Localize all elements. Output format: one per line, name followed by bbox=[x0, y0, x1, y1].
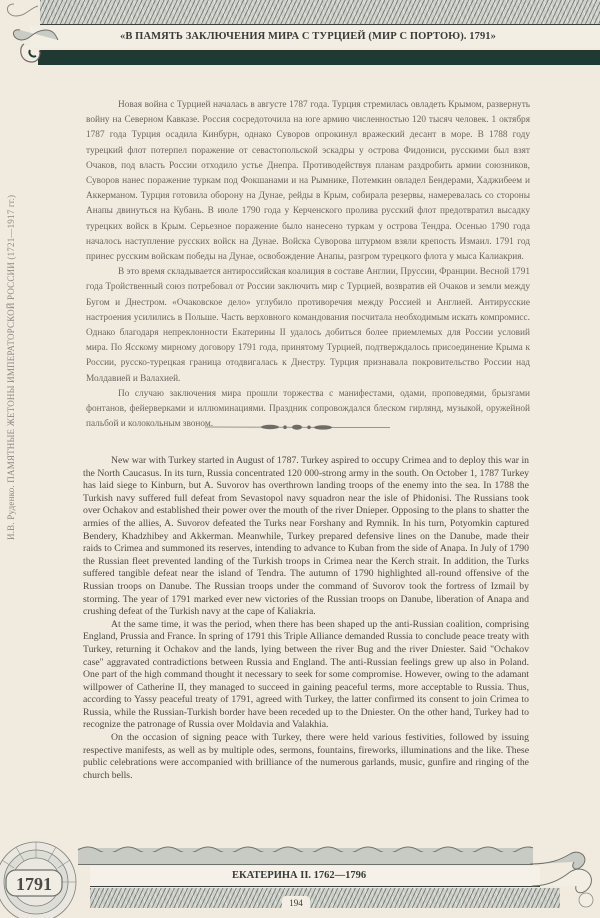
footer-wave-band bbox=[78, 848, 533, 865]
ru-paragraph: В это время складывается антироссийская коалиция в составе Англии, Пруссии, Франции. Весной 1791 года Тройственный союз потребовал от России заключить мир с Турцией, возвратив ей Очаков и земли между Бугом и Днестром. «Очаковское дело» углубило противоречия между Россией и Англией. Антирусские настроения усилились в Польше. Часть верховного командования посчитала необходимым искать компромисс. Однако благодаря непреклонности Екатерины II удалось добиться более приемлемых для России условий мира. По Ясскому мирному договору 1791 года, принятому Турцией, подтверждалось присоединение Крыма к России, русско-турецкая граница отодвигалась к Днестру. Турция признавала покровительство России над Молдавией и Валахией. bbox=[86, 267, 530, 384]
ru-paragraph: По случаю заключения мира прошли торжества с манифестами, одами, проповедями, брызгами фонтанов, фейерверками и иллюминациями. Праздник сопровождался блеском гирлянд, музыкой, оружейной пальбой и колокольным звоном. bbox=[86, 388, 530, 430]
page-number: 194 bbox=[282, 896, 310, 910]
right-scroll-ornament-icon bbox=[530, 850, 600, 908]
header-hatched-band bbox=[40, 0, 600, 25]
russian-text-block bbox=[86, 98, 530, 432]
footer-hatched-band bbox=[90, 888, 560, 908]
page-title: «В ПАМЯТЬ ЗАКЛЮЧЕНИЯ МИРА С ТУРЦИЕЙ (МИР С ПОРТОЮ). 1791» bbox=[120, 31, 496, 42]
en-paragraph: At the same time, it was the period, when there has been shaped up the anti-Russian coalition, comprising England, Prussia and France. In spring of 1791 this Triple Alliance demanded Russia to conclude peace treaty with Turkey, returning it Ochakov and the lands, lying between the river Bug and the river Dniester. Said "Ochakov case" aggravated contradictions between Russia and England. The anti-Russian feelings grew up also in Poland. One part of the high command thought it necessary to seek for some compromise. However, owing to the adamant willpower of Catherine II, they managed to succeed in gaining peaceful terms, more acceptable to Russia. Thus, according to Yassy peaceful treaty of 1791, agreed with Turkey, the latter confirmed its consent to join Crimea to Russia, while the Russian-Turkish border have been receded up to the Dniester. On the other hand, Turkey had to recognize the patronage of Russia over Moldavia and Valakhia. bbox=[83, 618, 529, 731]
header-dark-band bbox=[38, 50, 600, 65]
section-title: ЕКАТЕРИНА II. 1762—1796 bbox=[232, 870, 367, 881]
wave-edge-icon bbox=[78, 844, 533, 852]
ru-paragraph: Новая война с Турцией началась в августе 1787 года. Турция стремилась овладеть Крымом, развернуть войну на Северном Кавказе. Россия сосредоточила на юге армию численностью 120 тысяч человек. 1 октября 1787 года Турция осадила Кинбурн, однако Суворов опрокинул вражеский десант в море. В 1788 году турецкий флот потерпел поражение от севастопольской эскадры у острова Фидониси, русскими был взят Очаков, под власть России отходило устье Днепра. Противодействуя планам раздробить армии союзников, Суворов нанес поражение туркам под Фокшанами и на Рымнике, Потемкин овладел Бендерами, Хаджибеем и Аккерманом. Турция готовила оборону на Дунае, рейды в Крым, собирала резервы, намеревалась со стороны Анапы двинуться на Кубань. В июле 1790 года у Керченского пролива русский флот предотвратил высадку турецких войск в Крым. Серьезное поражение было нанесено туркам у острова Тендра. Осенью 1790 года началось наступление русских войск на Дунае. Войска Суворова штурмом взяли крепость Измаил. 1791 год принес русским войскам победы на Дунае, освобождение Анапы, разгром турецкого флота у мыса Калиакрия. bbox=[86, 100, 530, 263]
year-label: 1791 bbox=[16, 874, 52, 894]
ornamental-divider-icon bbox=[205, 423, 390, 431]
en-paragraph: On the occasion of signing peace with Turkey, there were held various festivities, followed by issuing respective manifests, as well as by multiple odes, sermons, fountains, fireworks, illuminations and the like. These public celebrations were accompanied with brilliance of the numerous garlands, music, gunfire and ringing of the church bells. bbox=[83, 732, 529, 781]
scroll-ornament-icon bbox=[0, 0, 60, 72]
english-text-block bbox=[83, 455, 529, 782]
en-paragraph: New war with Turkey started in August of 1787. Turkey aspired to occupy Crimea and to deploy this war in the North Caucasus. In its turn, Russia concentrated 120 000-strong army in the south. On October 1, 1787 Turkey has laid siege to Kinburn, but A. Suvorov has overthrown landing troops of the enemy into the sea. In 1788 the Turkish navy suffered full defeat from Sevastopol navy squadron near the isle of Phidonisi. The Russians took over Ochakov and established their power over the mouth of the river Dnieper. Opposing to the plans to shatter the armies of the allies, A. Suvorov defeated the Turks near Forshany and Rymnik. In his turn, Potyomkin captured Bendery, Khadzhibey and Akkerman. Meanwhile, Turkey prepared defensive lines on the Danube, made their raids to Crimea and summoned its reserves, intending to advance to Kuban from the side of Anapa. In July of 1790 the Russian fleet prevented landing of the Turkish troops in Crimea near the Kerch strait. In addition, the Turks suffered tangible defeat near the island of Tendra. The autumn of 1790 highlighted all-round offensive of the Russian troops on Danube. The Russian troops under the command of Suvorov took the fortress of Izmail by storming. The year of 1791 marked ever new victories of the Russian troops on Danube, liberation of Anapa and crushing defeat of the Turkish navy at the cape of Kaliakria. bbox=[83, 455, 529, 618]
spine-book-title: И.В. Руденко. ПАМЯТНЫЕ ЖЕТОНЫ ИМПЕРАТОРСКОЙ РОССИИ (1721—1917 гг.) bbox=[6, 194, 16, 540]
